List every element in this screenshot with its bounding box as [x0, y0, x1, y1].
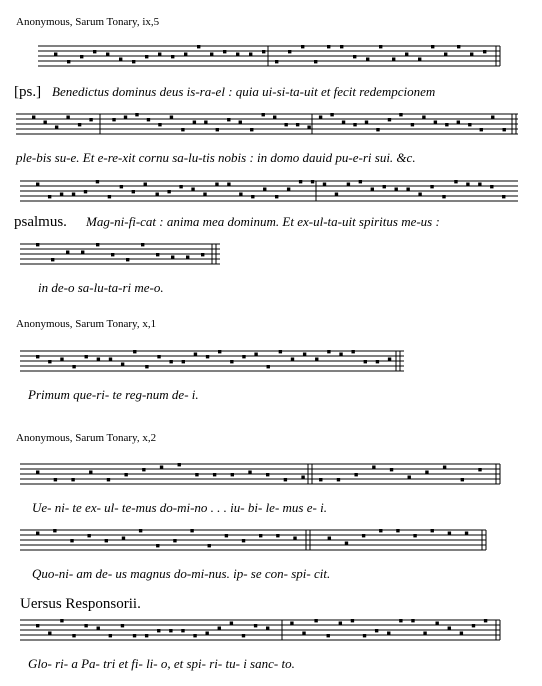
neume-note — [342, 121, 345, 124]
neume-note — [66, 116, 69, 119]
neume-note — [84, 190, 87, 193]
neume-note — [171, 55, 174, 58]
neume-note — [362, 534, 365, 537]
neume-note — [194, 353, 197, 356]
neume-note — [484, 619, 487, 622]
neume-note — [418, 193, 421, 196]
neume-note — [145, 634, 148, 637]
neume-note — [345, 542, 348, 545]
music-staff — [0, 238, 542, 278]
neume-note — [387, 632, 390, 635]
neume-note — [142, 468, 145, 471]
neume-note — [54, 53, 57, 56]
neume-note — [413, 534, 416, 537]
neume-note — [147, 118, 150, 121]
neume-note — [193, 121, 196, 124]
neume-note — [190, 529, 193, 532]
neume-note — [158, 123, 161, 126]
neume-note — [480, 128, 483, 131]
neume-note — [276, 534, 279, 537]
neume-note — [195, 473, 198, 476]
neume-note — [54, 478, 57, 481]
neume-note — [87, 534, 90, 537]
neume-note — [203, 193, 206, 196]
section-heading: Uersus Responsorii. — [20, 596, 141, 612]
neume-note — [301, 476, 304, 479]
neume-note — [366, 58, 369, 61]
neume-note — [347, 183, 350, 186]
neume-note — [216, 128, 219, 131]
neume-note — [457, 121, 460, 124]
neume-note — [60, 193, 63, 196]
neume-note — [145, 55, 148, 58]
music-staff — [0, 524, 542, 568]
neume-note — [178, 463, 181, 466]
neume-note — [443, 466, 446, 469]
lyric-line: ple-bis su-e. Et e-re-xit cornu sa-lu-tis nobis : in domo dauid pu-e-ri sui. &c. — [16, 150, 416, 165]
neume-note — [353, 55, 356, 58]
neume-note — [225, 534, 228, 537]
neume-note — [144, 183, 147, 186]
neume-note — [81, 251, 84, 254]
neume-note — [266, 473, 269, 476]
neume-note — [158, 53, 161, 56]
neume-note — [204, 121, 207, 124]
neume-note — [126, 258, 129, 261]
neume-note — [231, 473, 234, 476]
neume-note — [60, 358, 63, 361]
neume-note — [132, 60, 135, 63]
neume-note — [121, 624, 124, 627]
neume-note — [444, 53, 447, 56]
neume-note — [337, 478, 340, 481]
music-staff — [0, 108, 542, 148]
neume-note — [201, 253, 204, 256]
neume-note — [390, 468, 393, 471]
neume-note — [448, 627, 451, 630]
neume-note — [262, 113, 265, 116]
neume-note — [392, 58, 395, 61]
neume-note — [478, 183, 481, 186]
neume-note — [435, 622, 438, 625]
neume-note — [71, 478, 74, 481]
neume-note — [454, 180, 457, 183]
neume-note — [133, 350, 136, 353]
neume-note — [405, 53, 408, 56]
neume-note — [383, 185, 386, 188]
neume-note — [340, 45, 343, 48]
neume-note — [465, 532, 468, 535]
neume-note — [445, 123, 448, 126]
neume-note — [171, 256, 174, 259]
neume-note — [109, 634, 112, 637]
neume-note — [442, 195, 445, 198]
neume-note — [210, 53, 213, 56]
neume-note — [468, 123, 471, 126]
source-label: Anonymous, Sarum Tonary, x,1 — [16, 318, 157, 330]
neume-note — [36, 355, 39, 358]
lyric-line: Mag-ni-fi-cat : anima mea dominum. Et ex-ul-ta-uit spiritus me-us : — [86, 214, 440, 229]
neume-note — [314, 60, 317, 63]
neume-note — [299, 180, 302, 183]
neume-note — [66, 251, 69, 254]
neume-note — [119, 58, 122, 61]
neume-note — [287, 188, 290, 191]
neume-note — [490, 185, 493, 188]
neume-note — [227, 118, 230, 121]
neume-note — [122, 537, 125, 540]
neume-note — [434, 121, 437, 124]
neume-note — [302, 632, 305, 635]
neume-note — [251, 195, 254, 198]
neume-note — [411, 619, 414, 622]
neume-note — [423, 632, 426, 635]
lyric-line: Benedictus dominus deus is-ra-el : quia ui-si-ta-uit et fecit redempcionem — [52, 84, 436, 99]
neume-note — [89, 471, 92, 474]
neume-note — [249, 53, 252, 56]
neume-note — [242, 355, 245, 358]
neume-note — [205, 632, 208, 635]
neume-note — [296, 123, 299, 126]
neume-note — [248, 471, 251, 474]
neume-note — [85, 355, 88, 358]
music-staff — [0, 458, 542, 502]
neume-note — [327, 634, 330, 637]
neume-note — [301, 45, 304, 48]
neume-note — [193, 634, 196, 637]
neume-note — [182, 360, 185, 363]
neume-note — [36, 243, 39, 246]
music-staff — [0, 614, 542, 658]
neume-note — [191, 188, 194, 191]
neume-note — [181, 629, 184, 632]
neume-note — [218, 350, 221, 353]
neume-note — [48, 360, 51, 363]
music-staff — [0, 40, 542, 80]
neume-note — [303, 353, 306, 356]
lyric-line: Ue- ni- te ex- ul- te-mus do-mi-no . . . iu- bi- le- mus e- i. — [32, 500, 327, 515]
neume-note — [167, 190, 170, 193]
neume-note — [335, 193, 338, 196]
neume-note — [359, 180, 362, 183]
neume-note — [156, 544, 159, 547]
neume-note — [223, 50, 226, 53]
neume-note — [236, 53, 239, 56]
neume-note — [109, 358, 112, 361]
neume-note — [425, 471, 428, 474]
neume-note — [120, 185, 123, 188]
neume-note — [364, 360, 367, 363]
neume-note — [275, 195, 278, 198]
neume-note — [96, 243, 99, 246]
neume-note — [363, 634, 366, 637]
neume-note — [105, 539, 108, 542]
neume-note — [399, 619, 402, 622]
neume-note — [502, 195, 505, 198]
line-prefix: [ps.] — [14, 84, 42, 100]
neume-note — [431, 45, 434, 48]
neume-note — [371, 188, 374, 191]
neume-note — [466, 183, 469, 186]
neume-note — [408, 476, 411, 479]
neume-note — [375, 629, 378, 632]
neume-note — [460, 632, 463, 635]
neume-note — [339, 622, 342, 625]
neume-note — [470, 53, 473, 56]
source-label: Anonymous, Sarum Tonary, ix,5 — [16, 16, 160, 28]
neume-note — [379, 529, 382, 532]
music-staff — [0, 175, 542, 215]
neume-note — [206, 355, 209, 358]
neume-note — [97, 358, 100, 361]
neume-note — [70, 539, 73, 542]
lyric-line: Quo-ni- am de- us magnus do-mi-nus. ip- se con- spi- cit. — [32, 566, 331, 581]
neume-note — [170, 116, 173, 119]
neume-note — [36, 183, 39, 186]
neume-note — [388, 358, 391, 361]
neume-note — [323, 183, 326, 186]
neume-note — [376, 360, 379, 363]
source-label: Anonymous, Sarum Tonary, x,2 — [16, 432, 157, 444]
neume-note — [145, 365, 148, 368]
neume-note — [121, 363, 124, 366]
neume-note — [314, 619, 317, 622]
neume-note — [160, 466, 163, 469]
neume-note — [230, 622, 233, 625]
neume-note — [111, 253, 114, 256]
neume-note — [60, 619, 63, 622]
neume-note — [72, 634, 75, 637]
neume-note — [157, 629, 160, 632]
neume-note — [108, 195, 111, 198]
neume-note — [284, 478, 287, 481]
neume-note — [430, 185, 433, 188]
neume-note — [254, 624, 257, 627]
neume-note — [411, 123, 414, 126]
neume-note — [132, 190, 135, 193]
neume-note — [48, 195, 51, 198]
neume-note — [97, 627, 100, 630]
neume-note — [112, 118, 115, 121]
neume-note — [135, 113, 138, 116]
neume-note — [478, 468, 481, 471]
neume-note — [291, 358, 294, 361]
neume-note — [472, 624, 475, 627]
neume-note — [141, 243, 144, 246]
neume-note — [307, 126, 310, 129]
neume-note — [406, 188, 409, 191]
line-prefix: psalmus. — [14, 214, 67, 230]
neume-note — [254, 353, 257, 356]
neume-note — [106, 53, 109, 56]
neume-note — [483, 50, 486, 53]
neume-note — [339, 353, 342, 356]
neume-note — [124, 116, 127, 119]
neume-note — [36, 532, 39, 535]
neume-note — [84, 624, 87, 627]
neume-note — [239, 193, 242, 196]
neume-note — [503, 128, 506, 131]
neume-note — [267, 365, 270, 368]
neume-note — [242, 539, 245, 542]
neume-note — [181, 128, 184, 131]
neume-note — [319, 116, 322, 119]
neume-note — [491, 116, 494, 119]
neume-note — [230, 360, 233, 363]
neume-note — [32, 116, 35, 119]
neume-note — [48, 632, 51, 635]
neume-note — [218, 627, 221, 630]
neume-note — [36, 471, 39, 474]
neume-note — [93, 50, 96, 53]
neume-note — [399, 113, 402, 116]
neume-note — [461, 478, 464, 481]
neume-note — [457, 45, 460, 48]
neume-note — [354, 473, 357, 476]
lyric-line: Primum que-ri- te reg-num de- i. — [28, 387, 199, 402]
neume-note — [156, 193, 159, 196]
neume-note — [353, 123, 356, 126]
neume-note — [376, 128, 379, 131]
neume-note — [67, 60, 70, 63]
neume-note — [396, 529, 399, 532]
lyric-line: Glo- ri- a Pa- tri et fi- li- o, et spi- ri- tu- i sanc- to. — [28, 656, 295, 671]
neume-note — [259, 534, 262, 537]
neume-note — [186, 256, 189, 259]
neume-note — [124, 473, 127, 476]
neume-note — [388, 118, 391, 121]
neume-note — [379, 45, 382, 48]
neume-note — [239, 121, 242, 124]
neume-note — [43, 121, 46, 124]
neume-note — [290, 622, 293, 625]
neume-note — [351, 350, 354, 353]
neume-note — [311, 180, 314, 183]
neume-note — [72, 365, 75, 368]
neume-note — [395, 188, 398, 191]
neume-note — [36, 624, 39, 627]
neume-note — [242, 634, 245, 637]
neume-note — [173, 539, 176, 542]
neume-note — [288, 50, 291, 53]
music-staff — [0, 345, 542, 389]
neume-note — [262, 50, 265, 53]
neume-note — [96, 180, 99, 183]
neume-note — [422, 116, 425, 119]
neume-note — [107, 478, 110, 481]
neume-note — [156, 253, 159, 256]
neume-note — [89, 118, 92, 121]
neume-note — [53, 529, 56, 532]
lyric-line: in de-o sa-lu-ta-ri me-o. — [38, 280, 164, 295]
neume-note — [184, 53, 187, 56]
neume-note — [227, 183, 230, 186]
neume-note — [179, 185, 182, 188]
neume-note — [263, 188, 266, 191]
neume-note — [372, 466, 375, 469]
neume-note — [418, 58, 421, 61]
neume-note — [273, 116, 276, 119]
neume-note — [215, 183, 218, 186]
neume-note — [72, 193, 75, 196]
neume-note — [279, 350, 282, 353]
neume-note — [169, 629, 172, 632]
neume-note — [80, 55, 83, 58]
neume-note — [139, 529, 142, 532]
neume-note — [208, 544, 211, 547]
neume-note — [315, 358, 318, 361]
neume-note — [284, 123, 287, 126]
neume-note — [330, 113, 333, 116]
neume-note — [51, 258, 54, 261]
neume-note — [328, 537, 331, 540]
neume-note — [250, 128, 253, 131]
neume-note — [327, 45, 330, 48]
neume-note — [213, 473, 216, 476]
neume-note — [431, 529, 434, 532]
neume-note — [133, 634, 136, 637]
neume-note — [157, 355, 160, 358]
neume-note — [365, 121, 368, 124]
neume-note — [266, 627, 269, 630]
neume-note — [78, 123, 81, 126]
neume-note — [55, 126, 58, 129]
neume-note — [169, 360, 172, 363]
neume-note — [275, 60, 278, 63]
neume-note — [448, 532, 451, 535]
neume-note — [351, 619, 354, 622]
neume-note — [293, 537, 296, 540]
neume-note — [197, 45, 200, 48]
neume-note — [319, 478, 322, 481]
neume-note — [327, 350, 330, 353]
